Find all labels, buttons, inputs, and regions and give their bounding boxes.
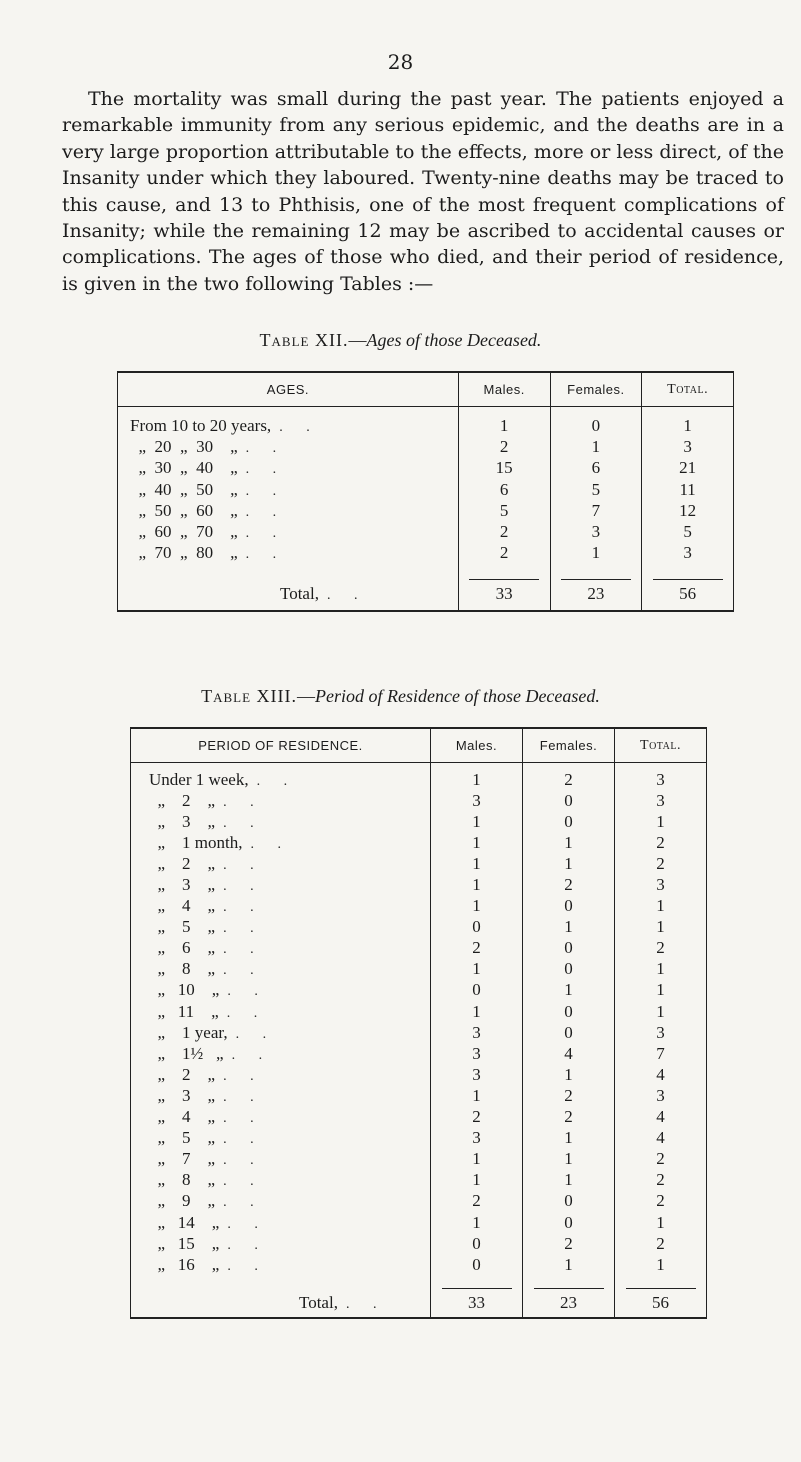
table-header-row xyxy=(131,728,707,763)
leader-dots: . . xyxy=(223,942,264,958)
cell-females: 6 xyxy=(550,458,642,479)
table-row xyxy=(118,407,734,437)
table-row xyxy=(131,1233,707,1254)
cell-total: 11 xyxy=(642,479,734,500)
header-period: PERIOD OF RESIDENCE. xyxy=(131,728,431,763)
cell-total: 2 xyxy=(615,1170,707,1191)
body-paragraph: The mortality was small during the past year. The patients enjoyed a remarkable immunity from any serious epidemic, and the deaths are in a very large proportion attributable to the effects, more or less direct, of the Insanity under which they laboured. Twenty-nine deaths may be traced to this cause, and 13 to Phthisis, one of the most frequent complications of Insanity; while the remaining 12 may be ascribed to accidental causes or complications. The ages of those who died, and their period of residence, is given in the two following Tables :— xyxy=(62,88,784,295)
total-females: 23 xyxy=(550,564,642,611)
total-males: 33 xyxy=(431,1275,523,1318)
leader-dots: . . xyxy=(279,419,320,435)
cell-total: 1 xyxy=(615,811,707,832)
cell-females: 1 xyxy=(523,853,615,874)
leader-dots: . . xyxy=(245,526,287,542)
header-females: Females. xyxy=(523,728,615,763)
row-label: „ 16 „ . . xyxy=(149,1254,268,1274)
cell-males: 2 xyxy=(431,1191,523,1212)
table-row xyxy=(118,458,734,479)
cell-females: 0 xyxy=(523,811,615,832)
table-row xyxy=(118,479,734,500)
cell-females: 0 xyxy=(523,790,615,811)
cell-males: 3 xyxy=(431,1022,523,1043)
cell-females: 0 xyxy=(523,938,615,959)
table-row xyxy=(131,811,707,832)
leader-dots: . . xyxy=(245,483,287,499)
cell-females: 1 xyxy=(523,832,615,853)
cell-females: 2 xyxy=(523,1233,615,1254)
total-row xyxy=(131,1275,707,1318)
leader-dots: . . xyxy=(231,1047,273,1063)
cell-females: 2 xyxy=(523,763,615,791)
table-row xyxy=(131,1107,707,1128)
cell-males: 3 xyxy=(431,1128,523,1149)
leader-dots: . . xyxy=(223,1174,264,1190)
cell-total: 3 xyxy=(642,436,734,457)
table-row xyxy=(131,1001,707,1022)
cell-females: 3 xyxy=(550,521,642,542)
cell-total: 3 xyxy=(615,874,707,895)
leader-dots: . . xyxy=(250,836,291,852)
cell-males: 1 xyxy=(431,896,523,917)
total-males: 33 xyxy=(458,564,550,611)
cell-females: 1 xyxy=(523,917,615,938)
page-number: 28 xyxy=(387,50,414,74)
cell-females: 1 xyxy=(523,1128,615,1149)
cell-females: 7 xyxy=(550,500,642,521)
table-13-caption-title: Period of Residence of those Deceased. xyxy=(315,686,600,706)
cell-total: 4 xyxy=(615,1064,707,1085)
table-row xyxy=(131,1170,707,1191)
cell-males: 2 xyxy=(458,543,550,564)
table-row xyxy=(131,1043,707,1064)
table-row xyxy=(131,917,707,938)
leader-dots: . . xyxy=(226,1005,268,1021)
table-row xyxy=(131,980,707,1001)
leader-dots: . . xyxy=(227,1237,268,1253)
leader-dots: . . xyxy=(223,921,264,937)
cell-females: 1 xyxy=(523,980,615,1001)
cell-females: 5 xyxy=(550,479,642,500)
row-label: „ 3 „ . . xyxy=(149,875,264,895)
table-row xyxy=(118,436,734,457)
cell-females: 0 xyxy=(523,959,615,980)
ages-table xyxy=(117,371,734,612)
cell-total: 3 xyxy=(615,1085,707,1106)
leader-dots: . . xyxy=(245,504,287,520)
cell-females: 2 xyxy=(523,1085,615,1106)
cell-total: 1 xyxy=(642,407,734,437)
leader-dots: . . xyxy=(223,963,264,979)
table-row xyxy=(131,832,707,853)
row-label: „ 2 „ . . xyxy=(149,853,264,873)
row-label: „ 11 „ . . xyxy=(149,1001,268,1021)
cell-total: 21 xyxy=(642,458,734,479)
cell-females: 0 xyxy=(523,896,615,917)
cell-total: 2 xyxy=(615,1233,707,1254)
table-row xyxy=(131,874,707,895)
row-label: „ 9 „ . . xyxy=(149,1191,264,1211)
total-females: 23 xyxy=(523,1275,615,1318)
leader-dots: . . xyxy=(245,440,287,456)
row-label: „ 8 „ . . xyxy=(149,1170,264,1190)
row-label: „ 4 „ . . xyxy=(149,896,264,916)
table-row xyxy=(131,763,707,791)
row-label: „ 2 „ . . xyxy=(149,1064,264,1084)
row-label: „ 3 „ . . xyxy=(149,811,264,831)
cell-total: 2 xyxy=(615,938,707,959)
table-row xyxy=(118,543,734,564)
cell-total: 3 xyxy=(615,790,707,811)
leader-dots: . . xyxy=(223,900,264,916)
row-label: „ 2 „ . . xyxy=(149,790,264,810)
header-females: Females. xyxy=(550,372,642,407)
row-label: „ 14 „ . . xyxy=(149,1212,268,1232)
header-ages: AGES. xyxy=(118,372,459,407)
row-label: From 10 to 20 years, . . xyxy=(130,415,320,435)
cell-females: 2 xyxy=(523,874,615,895)
row-label: „ 70 „ 80 „ . . xyxy=(130,543,287,563)
table-row xyxy=(131,938,707,959)
total-label: Total, . . xyxy=(299,1293,387,1313)
table-row xyxy=(131,1191,707,1212)
row-label: „ 15 „ . . xyxy=(149,1233,268,1253)
cell-total: 12 xyxy=(642,500,734,521)
table-row xyxy=(131,1085,707,1106)
cell-total: 2 xyxy=(615,1149,707,1170)
cell-females: 0 xyxy=(523,1191,615,1212)
cell-males: 5 xyxy=(458,500,550,521)
leader-dots: . . xyxy=(256,773,298,789)
residence-table xyxy=(130,727,707,1319)
table-row xyxy=(118,500,734,521)
header-males: Males. xyxy=(431,728,523,763)
cell-females: 0 xyxy=(550,407,642,437)
leader-dots: . . xyxy=(223,1153,264,1169)
leader-dots: . . xyxy=(223,857,264,873)
cell-total: 1 xyxy=(615,980,707,1001)
cell-males: 1 xyxy=(431,853,523,874)
cell-total: 5 xyxy=(642,521,734,542)
cell-females: 1 xyxy=(523,1170,615,1191)
cell-total: 3 xyxy=(615,1022,707,1043)
cell-males: 1 xyxy=(431,1212,523,1233)
cell-males: 1 xyxy=(431,874,523,895)
cell-total: 1 xyxy=(615,1001,707,1022)
cell-females: 1 xyxy=(523,1149,615,1170)
leader-dots: . . xyxy=(227,1258,268,1274)
cell-males: 1 xyxy=(431,1149,523,1170)
row-label: „ 1 year, . . xyxy=(149,1022,277,1042)
table-row xyxy=(131,1022,707,1043)
header-total: Total. xyxy=(642,372,734,407)
cell-females: 4 xyxy=(523,1043,615,1064)
cell-total: 2 xyxy=(615,853,707,874)
table-row xyxy=(131,853,707,874)
leader-dots: . . xyxy=(235,1026,277,1042)
cell-males: 2 xyxy=(431,938,523,959)
row-label: „ 7 „ . . xyxy=(149,1149,264,1169)
cell-males: 1 xyxy=(431,959,523,980)
row-label: „ 20 „ 30 „ . . xyxy=(130,436,287,456)
cell-males: 0 xyxy=(431,1233,523,1254)
cell-males: 1 xyxy=(431,1085,523,1106)
table-13-caption: Table XIII.—Period of Residence of those Deceased. xyxy=(201,686,600,706)
cell-females: 1 xyxy=(550,436,642,457)
cell-total: 2 xyxy=(615,1191,707,1212)
leader-dots: . . xyxy=(223,1089,264,1105)
leader-dots: . . xyxy=(227,1216,268,1232)
cell-males: 1 xyxy=(431,811,523,832)
cell-males: 1 xyxy=(431,832,523,853)
total-total: 56 xyxy=(642,564,734,611)
leader-dots: . . xyxy=(223,815,264,831)
leader-dots: . . xyxy=(223,1132,264,1148)
table-row xyxy=(131,790,707,811)
table-row xyxy=(131,1254,707,1275)
table-12-caption-title: Ages of those Deceased. xyxy=(366,330,542,350)
row-label: „ 30 „ 40 „ . . xyxy=(130,458,287,478)
cell-males: 15 xyxy=(458,458,550,479)
cell-males: 3 xyxy=(431,790,523,811)
table-header-row xyxy=(118,372,734,407)
row-label: „ 40 „ 50 „ . . xyxy=(130,479,287,499)
total-total: 56 xyxy=(615,1275,707,1318)
cell-males: 0 xyxy=(431,980,523,1001)
cell-total: 1 xyxy=(615,959,707,980)
cell-total: 1 xyxy=(615,1212,707,1233)
cell-total: 1 xyxy=(615,917,707,938)
leader-dots: . . xyxy=(223,1195,264,1211)
cell-females: 1 xyxy=(523,1254,615,1275)
table-row xyxy=(131,1128,707,1149)
row-label: „ 5 „ . . xyxy=(149,1128,264,1148)
cell-total: 1 xyxy=(615,1254,707,1275)
row-label: „ 5 „ . . xyxy=(149,917,264,937)
table-row xyxy=(131,1064,707,1085)
row-label: „ 3 „ . . xyxy=(149,1085,264,1105)
row-label: „ 10 „ . . xyxy=(149,980,268,1000)
row-label: „ 60 „ 70 „ . . xyxy=(130,522,287,542)
leader-dots: . . xyxy=(245,547,287,563)
total-row xyxy=(118,564,734,611)
header-males: Males. xyxy=(458,372,550,407)
leader-dots: . . xyxy=(223,1111,264,1127)
cell-males: 2 xyxy=(431,1107,523,1128)
table-row xyxy=(131,959,707,980)
row-label: „ 6 „ . . xyxy=(149,938,264,958)
cell-males: 3 xyxy=(431,1043,523,1064)
cell-total: 7 xyxy=(615,1043,707,1064)
cell-females: 0 xyxy=(523,1001,615,1022)
cell-females: 1 xyxy=(523,1064,615,1085)
cell-total: 1 xyxy=(615,896,707,917)
table-row xyxy=(131,1212,707,1233)
cell-total: 3 xyxy=(642,543,734,564)
leader-dots: . . xyxy=(223,879,264,895)
cell-females: 2 xyxy=(523,1107,615,1128)
cell-females: 1 xyxy=(550,543,642,564)
leader-dots: . . xyxy=(227,984,268,1000)
row-label: Under 1 week, . . xyxy=(149,769,298,789)
leader-dots: . . xyxy=(245,462,287,478)
cell-total: 4 xyxy=(615,1128,707,1149)
cell-females: 0 xyxy=(523,1022,615,1043)
cell-females: 0 xyxy=(523,1212,615,1233)
table-13-caption-number: Table XIII. xyxy=(201,686,297,706)
cell-total: 4 xyxy=(615,1107,707,1128)
cell-males: 1 xyxy=(431,1170,523,1191)
table-row xyxy=(118,521,734,542)
cell-males: 6 xyxy=(458,479,550,500)
table-12-caption: Table XII.—Ages of those Deceased. xyxy=(259,330,542,350)
leader-dots: . . xyxy=(223,794,264,810)
row-label: „ 1½ „ . . xyxy=(149,1043,273,1063)
header-total: Total. xyxy=(615,728,707,763)
cell-males: 3 xyxy=(431,1064,523,1085)
table-row xyxy=(131,896,707,917)
cell-males: 0 xyxy=(431,1254,523,1275)
cell-males: 1 xyxy=(431,1001,523,1022)
row-label: „ 50 „ 60 „ . . xyxy=(130,500,287,520)
row-label: „ 4 „ . . xyxy=(149,1107,264,1127)
cell-males: 0 xyxy=(431,917,523,938)
cell-males: 1 xyxy=(458,407,550,437)
cell-total: 2 xyxy=(615,832,707,853)
cell-males: 1 xyxy=(431,763,523,791)
row-label: „ 1 month, . . xyxy=(149,832,291,852)
row-label: „ 8 „ . . xyxy=(149,959,264,979)
table-row xyxy=(131,1149,707,1170)
leader-dots: . . xyxy=(223,1068,264,1084)
cell-males: 2 xyxy=(458,436,550,457)
cell-total: 3 xyxy=(615,763,707,791)
total-label: Total, . . xyxy=(280,584,368,604)
table-12-caption-number: Table XII. xyxy=(259,330,349,350)
cell-males: 2 xyxy=(458,521,550,542)
